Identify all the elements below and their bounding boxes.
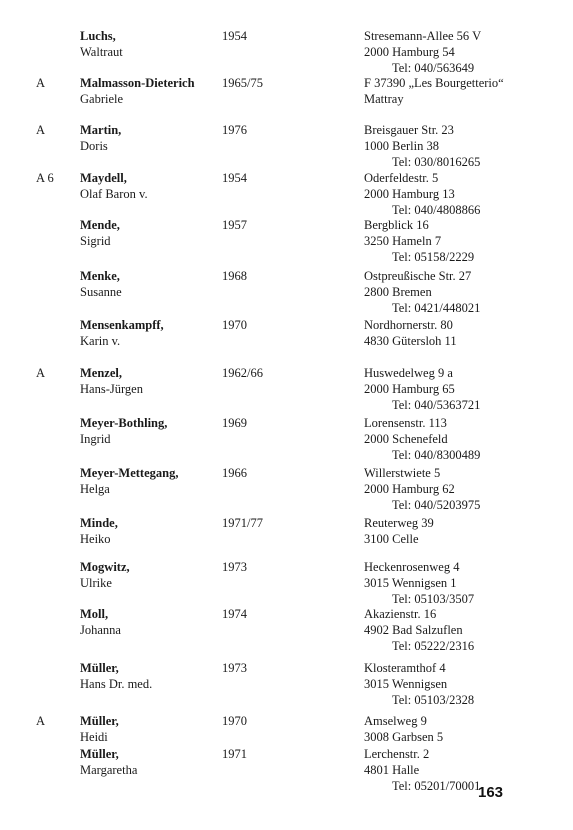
entry-surname: Mensenkampff, xyxy=(80,318,164,332)
address-line: 3250 Hameln 7 xyxy=(364,234,442,248)
entry-phone: Tel: 05201/70001 xyxy=(392,779,481,793)
entry-given-name: Susanne xyxy=(80,285,122,299)
entry-surname: Moll, xyxy=(80,607,109,621)
entry-address xyxy=(364,559,474,607)
entry-name xyxy=(80,746,137,778)
address-line: F 37390 „Les Bourgetterio“ xyxy=(364,76,504,90)
entry-phone: Tel: 030/8016265 xyxy=(392,155,481,169)
address-line: Bergblick 16 xyxy=(364,218,429,232)
entry-year: 1968 xyxy=(222,269,247,283)
entry-year: 1970 xyxy=(222,714,247,728)
address-line: 4902 Bad Salzuflen xyxy=(364,623,463,637)
entry-given-name: Doris xyxy=(80,139,108,153)
address-line: Akazienstr. 16 xyxy=(364,607,437,621)
entry-year: 1973 xyxy=(222,560,247,574)
entry-year: 1971/77 xyxy=(222,516,263,530)
entry-given-name: Sigrid xyxy=(80,234,111,248)
address-line: 1000 Berlin 38 xyxy=(364,139,439,153)
entry-address xyxy=(364,660,474,708)
entry-given-name: Karin v. xyxy=(80,334,121,348)
entry-surname: Luchs, xyxy=(80,29,116,43)
address-line: Breisgauer Str. 23 xyxy=(364,123,454,137)
address-line: Amselweg 9 xyxy=(364,714,427,728)
entry-address xyxy=(364,365,480,413)
entry-mark: A xyxy=(36,714,46,728)
address-line: 2000 Hamburg 54 xyxy=(364,45,455,59)
entry-name xyxy=(80,515,118,547)
entry-name xyxy=(80,317,164,349)
entry-given-name: Heiko xyxy=(80,532,111,546)
entry-given-name: Hans Dr. med. xyxy=(80,677,153,691)
entry-mark: A xyxy=(36,76,46,90)
entry-given-name: Heidi xyxy=(80,730,108,744)
page-number: 163 xyxy=(478,784,504,801)
address-line: Heckenrosenweg 4 xyxy=(364,560,460,574)
address-line: 2800 Bremen xyxy=(364,285,432,299)
entry-name xyxy=(80,217,120,249)
entry-name xyxy=(80,660,152,692)
entry-name xyxy=(80,415,167,447)
entry-address xyxy=(364,268,480,316)
entry-year: 1970 xyxy=(222,318,247,332)
entry-surname: Mogwitz, xyxy=(80,560,130,574)
entry-name xyxy=(80,75,195,107)
entry-given-name: Hans-Jürgen xyxy=(80,382,143,396)
entry-year: 1962/66 xyxy=(222,366,263,380)
entry-surname: Meyer-Mettegang, xyxy=(80,466,179,480)
entry-year: 1954 xyxy=(222,171,247,185)
address-line: Lorensenstr. 113 xyxy=(364,416,447,430)
entry-phone: Tel: 040/563649 xyxy=(392,61,475,75)
entry-phone: Tel: 05103/2328 xyxy=(392,693,475,707)
address-line: Stresemann-Allee 56 V xyxy=(364,29,482,43)
entry-address xyxy=(364,465,480,513)
address-line: 2000 Schenefeld xyxy=(364,432,448,446)
entry-year: 1965/75 xyxy=(222,76,263,90)
entry-phone: Tel: 05222/2316 xyxy=(392,639,475,653)
entry-surname: Menke, xyxy=(80,269,120,283)
entry-phone: Tel: 040/5363721 xyxy=(392,398,481,412)
entry-name xyxy=(80,559,130,591)
entry-phone: Tel: 040/8300489 xyxy=(392,448,481,462)
entry-phone: Tel: 05103/3507 xyxy=(392,592,475,606)
entry-address xyxy=(364,746,480,794)
address-line: 3100 Celle xyxy=(364,532,419,546)
entry-year: 1971 xyxy=(222,747,247,761)
entry-surname: Müller, xyxy=(80,714,119,728)
entry-surname: Minde, xyxy=(80,516,118,530)
address-line: Mattray xyxy=(364,92,404,106)
entry-mark: A 6 xyxy=(36,171,54,185)
entry-surname: Meyer-Bothling, xyxy=(80,416,168,430)
entry-address xyxy=(364,713,443,745)
entry-year: 1974 xyxy=(222,607,247,621)
entry-year: 1969 xyxy=(222,416,247,430)
address-line: 3015 Wennigsen 1 xyxy=(364,576,457,590)
entry-surname: Menzel, xyxy=(80,366,122,380)
entry-given-name: Olaf Baron v. xyxy=(80,187,148,201)
entry-phone: Tel: 040/5203975 xyxy=(392,498,481,512)
entry-address xyxy=(364,515,434,547)
entry-given-name: Gabriele xyxy=(80,92,124,106)
entry-year: 1973 xyxy=(222,661,247,675)
entry-phone: Tel: 05158/2229 xyxy=(392,250,475,264)
entry-given-name: Helga xyxy=(80,482,110,496)
address-line: Reuterweg 39 xyxy=(364,516,434,530)
entry-name xyxy=(80,465,178,497)
address-line: 3015 Wennigsen xyxy=(364,677,448,691)
entry-name xyxy=(80,268,122,300)
entry-phone: Tel: 0421/448021 xyxy=(392,301,481,315)
entry-name xyxy=(80,170,148,202)
entry-year: 1954 xyxy=(222,29,247,43)
entry-given-name: Ingrid xyxy=(80,432,111,446)
entry-name xyxy=(80,28,123,60)
entry-surname: Müller, xyxy=(80,661,119,675)
address-line: Willerstwiete 5 xyxy=(364,466,441,480)
entry-mark: A xyxy=(36,123,46,137)
address-line: Klosteramthof 4 xyxy=(364,661,446,675)
address-line: Ostpreußische Str. 27 xyxy=(364,269,472,283)
entry-year: 1976 xyxy=(222,123,247,137)
entry-address xyxy=(364,75,504,107)
entry-given-name: Waltraut xyxy=(80,45,123,59)
address-line: 3008 Garbsen 5 xyxy=(364,730,444,744)
address-line: Huswedelweg 9 a xyxy=(364,366,453,380)
entry-surname: Mende, xyxy=(80,218,120,232)
entry-name xyxy=(80,606,121,638)
entry-given-name: Johanna xyxy=(80,623,121,637)
entry-address xyxy=(364,28,481,76)
entry-year: 1957 xyxy=(222,218,247,232)
address-line: 4801 Halle xyxy=(364,763,420,777)
entry-phone: Tel: 040/4808866 xyxy=(392,203,481,217)
entry-address xyxy=(364,217,474,265)
address-line: Oderfeldestr. 5 xyxy=(364,171,439,185)
entry-address xyxy=(364,415,480,463)
entry-address xyxy=(364,122,480,170)
address-line: Lerchenstr. 2 xyxy=(364,747,430,761)
entry-given-name: Ulrike xyxy=(80,576,112,590)
entry-address xyxy=(364,317,457,349)
entry-surname: Malmasson-Dieterich xyxy=(80,76,195,90)
entry-year: 1966 xyxy=(222,466,247,480)
entry-name xyxy=(80,122,121,154)
entry-name xyxy=(80,713,119,745)
address-line: 2000 Hamburg 65 xyxy=(364,382,455,396)
address-line: 4830 Gütersloh 11 xyxy=(364,334,457,348)
address-line: 2000 Hamburg 62 xyxy=(364,482,455,496)
entry-address xyxy=(364,170,480,218)
entry-surname: Maydell, xyxy=(80,171,127,185)
entry-address xyxy=(364,606,474,654)
entry-surname: Müller, xyxy=(80,747,119,761)
entry-mark: A xyxy=(36,366,46,380)
entry-given-name: Margaretha xyxy=(80,763,138,777)
address-line: Nordhornerstr. 80 xyxy=(364,318,453,332)
entry-name xyxy=(80,365,143,397)
entry-surname: Martin, xyxy=(80,123,122,137)
address-line: 2000 Hamburg 13 xyxy=(364,187,455,201)
